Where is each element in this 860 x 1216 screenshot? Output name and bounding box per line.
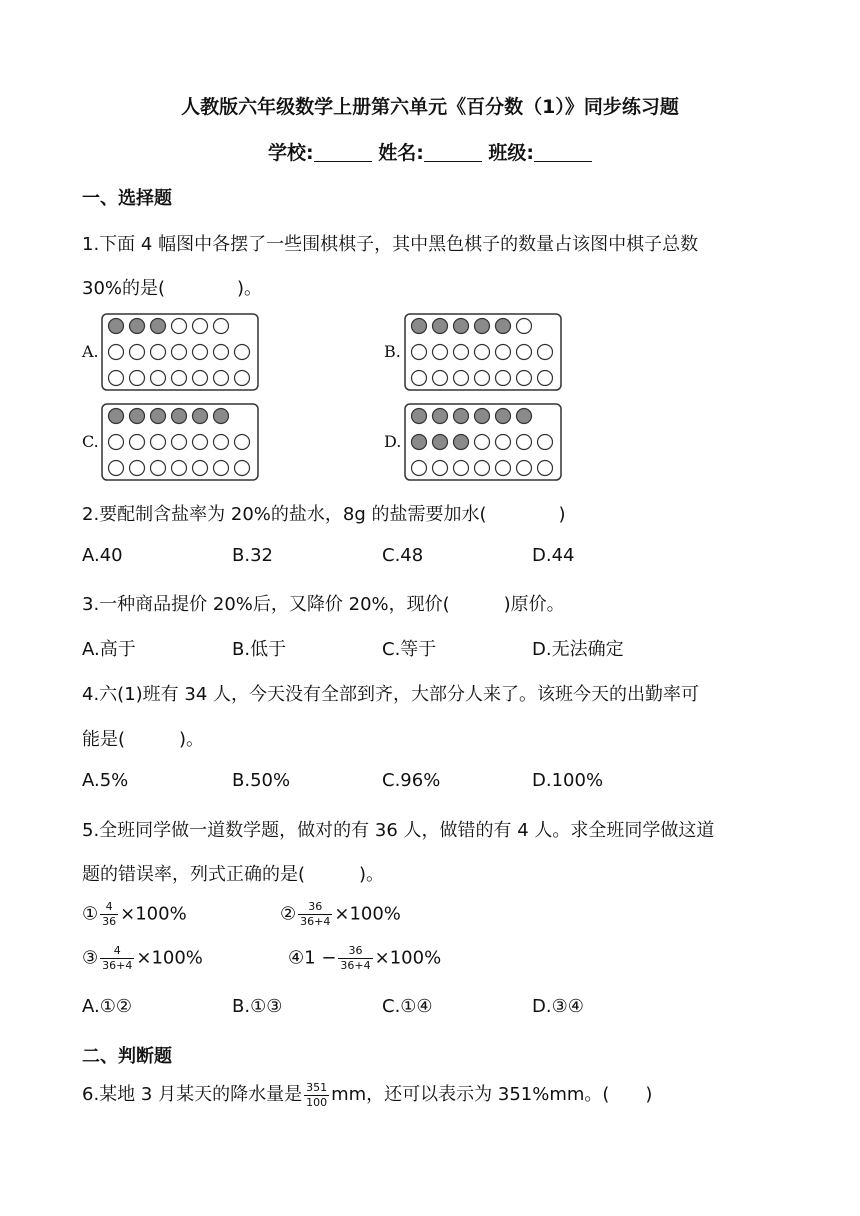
white-stone: [538, 345, 553, 360]
white-stone: [433, 371, 448, 386]
white-stone: [235, 461, 250, 476]
white-stone: [172, 371, 187, 386]
white-stone: [109, 461, 124, 476]
name-blank[interactable]: [424, 143, 482, 162]
white-stone: [172, 345, 187, 360]
black-stone: [130, 409, 145, 424]
q4-line1: 4.六(1)班有 34 人，今天没有全部到齐，大部分人来了。该班今天的出勤率可: [82, 684, 700, 705]
black-stone: [433, 409, 448, 424]
q4-line2: 能是( )。: [82, 729, 205, 750]
white-stone: [109, 345, 124, 360]
black-stone: [454, 435, 469, 450]
white-stone: [172, 461, 187, 476]
q6-text: [82, 1080, 652, 1110]
white-stone: [496, 345, 511, 360]
expr-mark: ③: [82, 947, 99, 969]
expr-mark: ②: [280, 903, 297, 925]
white-stone: [454, 345, 469, 360]
white-stone: [235, 371, 250, 386]
expr-post: ×100%: [120, 903, 187, 925]
student-info: [0, 138, 860, 165]
q3-option-d[interactable]: D.无法确定: [532, 639, 624, 660]
expr-pre: 1 −: [304, 947, 337, 969]
q5-option-a[interactable]: A.①②: [82, 996, 132, 1017]
class-blank[interactable]: [534, 143, 592, 162]
expr-post: ×100%: [334, 903, 401, 925]
numerator: 36: [308, 900, 323, 913]
board-d-label[interactable]: D.: [384, 432, 402, 451]
white-stone: [193, 345, 208, 360]
black-stone: [496, 319, 511, 334]
school-label: 学校:: [267, 142, 314, 164]
q3-text: 3.一种商品提价 20%后，又降价 20%，现价( )原价。: [82, 594, 565, 615]
white-stone: [433, 461, 448, 476]
board-b-label[interactable]: B.: [384, 342, 401, 361]
fraction: [298, 900, 332, 929]
fraction: [100, 944, 134, 973]
q2-text: 2.要配制含盐率为 20%的盐水，8g 的盐需要加水( ): [82, 504, 566, 525]
expr-mark: ④: [288, 947, 305, 969]
board-a-label[interactable]: A.: [82, 342, 99, 361]
q5-expr-4: [288, 944, 441, 973]
denominator: 100: [306, 1095, 328, 1109]
numerator: 36: [348, 944, 363, 957]
white-stone: [130, 345, 145, 360]
section-choice: 一、选择题: [82, 188, 172, 209]
white-stone: [151, 371, 166, 386]
black-stone: [193, 409, 208, 424]
q2-option-a[interactable]: A.40: [82, 545, 123, 566]
white-stone: [235, 345, 250, 360]
white-stone: [538, 371, 553, 386]
white-stone: [517, 345, 532, 360]
q1-line1: 1.下面 4 幅图中各摆了一些围棋棋子，其中黑色棋子的数量占该图中棋子总数: [82, 234, 699, 255]
black-stone: [454, 409, 469, 424]
black-stone: [412, 409, 427, 424]
class-label: 班级:: [488, 142, 535, 164]
q4-option-c[interactable]: C.96%: [382, 770, 441, 791]
white-stone: [517, 461, 532, 476]
q4-option-b[interactable]: B.50%: [232, 770, 291, 791]
denominator: 36+4: [102, 959, 133, 972]
q5-expr-2: [280, 900, 401, 929]
board-d: [404, 403, 562, 481]
black-stone: [130, 319, 145, 334]
white-stone: [214, 371, 229, 386]
black-stone: [151, 319, 166, 334]
section-judge: 二、判断题: [82, 1046, 172, 1067]
black-stone: [412, 435, 427, 450]
expr-mark: ①: [82, 903, 99, 925]
q2-option-c[interactable]: C.48: [382, 545, 424, 566]
q5-expr-3: [82, 944, 203, 973]
white-stone: [151, 435, 166, 450]
white-stone: [172, 435, 187, 450]
q3-option-b[interactable]: B.低于: [232, 639, 287, 660]
q2-option-b[interactable]: B.32: [232, 545, 273, 566]
white-stone: [412, 345, 427, 360]
white-stone: [214, 345, 229, 360]
white-stone: [172, 319, 187, 334]
black-stone: [475, 319, 490, 334]
expr-post: ×100%: [136, 947, 203, 969]
white-stone: [235, 435, 250, 450]
white-stone: [214, 319, 229, 334]
board-a: [101, 313, 259, 391]
white-stone: [109, 435, 124, 450]
white-stone: [517, 435, 532, 450]
denominator: 36: [102, 915, 117, 928]
white-stone: [193, 319, 208, 334]
black-stone: [109, 409, 124, 424]
school-blank[interactable]: [314, 143, 372, 162]
white-stone: [454, 461, 469, 476]
denominator: 36+4: [340, 959, 371, 972]
white-stone: [151, 345, 166, 360]
white-stone: [109, 371, 124, 386]
fraction: [338, 944, 372, 973]
q6-pre: 6.某地 3 月某天的降水量是: [82, 1084, 303, 1105]
white-stone: [475, 461, 490, 476]
white-stone: [193, 435, 208, 450]
q4-option-a[interactable]: A.5%: [82, 770, 129, 791]
q6-post: mm，还可以表示为 351%mm。( ): [331, 1084, 653, 1105]
q4-option-d[interactable]: D.100%: [532, 770, 604, 791]
white-stone: [475, 345, 490, 360]
expr-post: ×100%: [374, 947, 442, 969]
white-stone: [496, 461, 511, 476]
white-stone: [193, 461, 208, 476]
board-c-label[interactable]: C.: [82, 432, 99, 451]
name-label: 姓名:: [378, 142, 424, 164]
black-stone: [109, 319, 124, 334]
white-stone: [517, 371, 532, 386]
black-stone: [454, 319, 469, 334]
q3-option-c[interactable]: C.等于: [382, 639, 437, 660]
white-stone: [214, 435, 229, 450]
fraction: [100, 900, 118, 929]
black-stone: [151, 409, 166, 424]
black-stone: [412, 319, 427, 334]
white-stone: [130, 461, 145, 476]
black-stone: [433, 435, 448, 450]
white-stone: [151, 461, 166, 476]
board-b: [404, 313, 562, 391]
numerator: 351: [306, 1080, 328, 1094]
white-stone: [454, 371, 469, 386]
black-stone: [496, 409, 511, 424]
numerator: 4: [105, 900, 113, 913]
white-stone: [496, 371, 511, 386]
fraction: [304, 1081, 329, 1110]
white-stone: [475, 371, 490, 386]
white-stone: [214, 461, 229, 476]
q2-option-d[interactable]: D.44: [532, 545, 575, 566]
q5-option-d[interactable]: D.③④: [532, 996, 584, 1017]
board-c: [101, 403, 259, 481]
black-stone: [433, 319, 448, 334]
black-stone: [475, 409, 490, 424]
white-stone: [475, 435, 490, 450]
black-stone: [214, 409, 229, 424]
q3-option-a[interactable]: A.高于: [82, 639, 136, 660]
q5-option-b[interactable]: B.①③: [232, 996, 283, 1017]
denominator: 36+4: [300, 915, 331, 928]
white-stone: [538, 461, 553, 476]
black-stone: [517, 409, 532, 424]
white-stone: [412, 461, 427, 476]
white-stone: [538, 435, 553, 450]
q5-expr-1: [82, 900, 187, 929]
white-stone: [433, 345, 448, 360]
white-stone: [193, 371, 208, 386]
white-stone: [496, 435, 511, 450]
q1-line2: 30%的是( )。: [82, 278, 263, 299]
page-title: 人教版六年级数学上册第六单元《百分数（1）》同步练习题: [181, 96, 679, 118]
numerator: 4: [113, 944, 121, 957]
q5-line2: 题的错误率，列式正确的是( )。: [82, 864, 385, 885]
q5-option-c[interactable]: C.①④: [382, 996, 433, 1017]
white-stone: [130, 435, 145, 450]
white-stone: [517, 319, 532, 334]
q5-line1: 5.全班同学做一道数学题，做对的有 36 人，做错的有 4 人。求全班同学做这道: [82, 820, 715, 841]
white-stone: [130, 371, 145, 386]
black-stone: [172, 409, 187, 424]
white-stone: [412, 371, 427, 386]
